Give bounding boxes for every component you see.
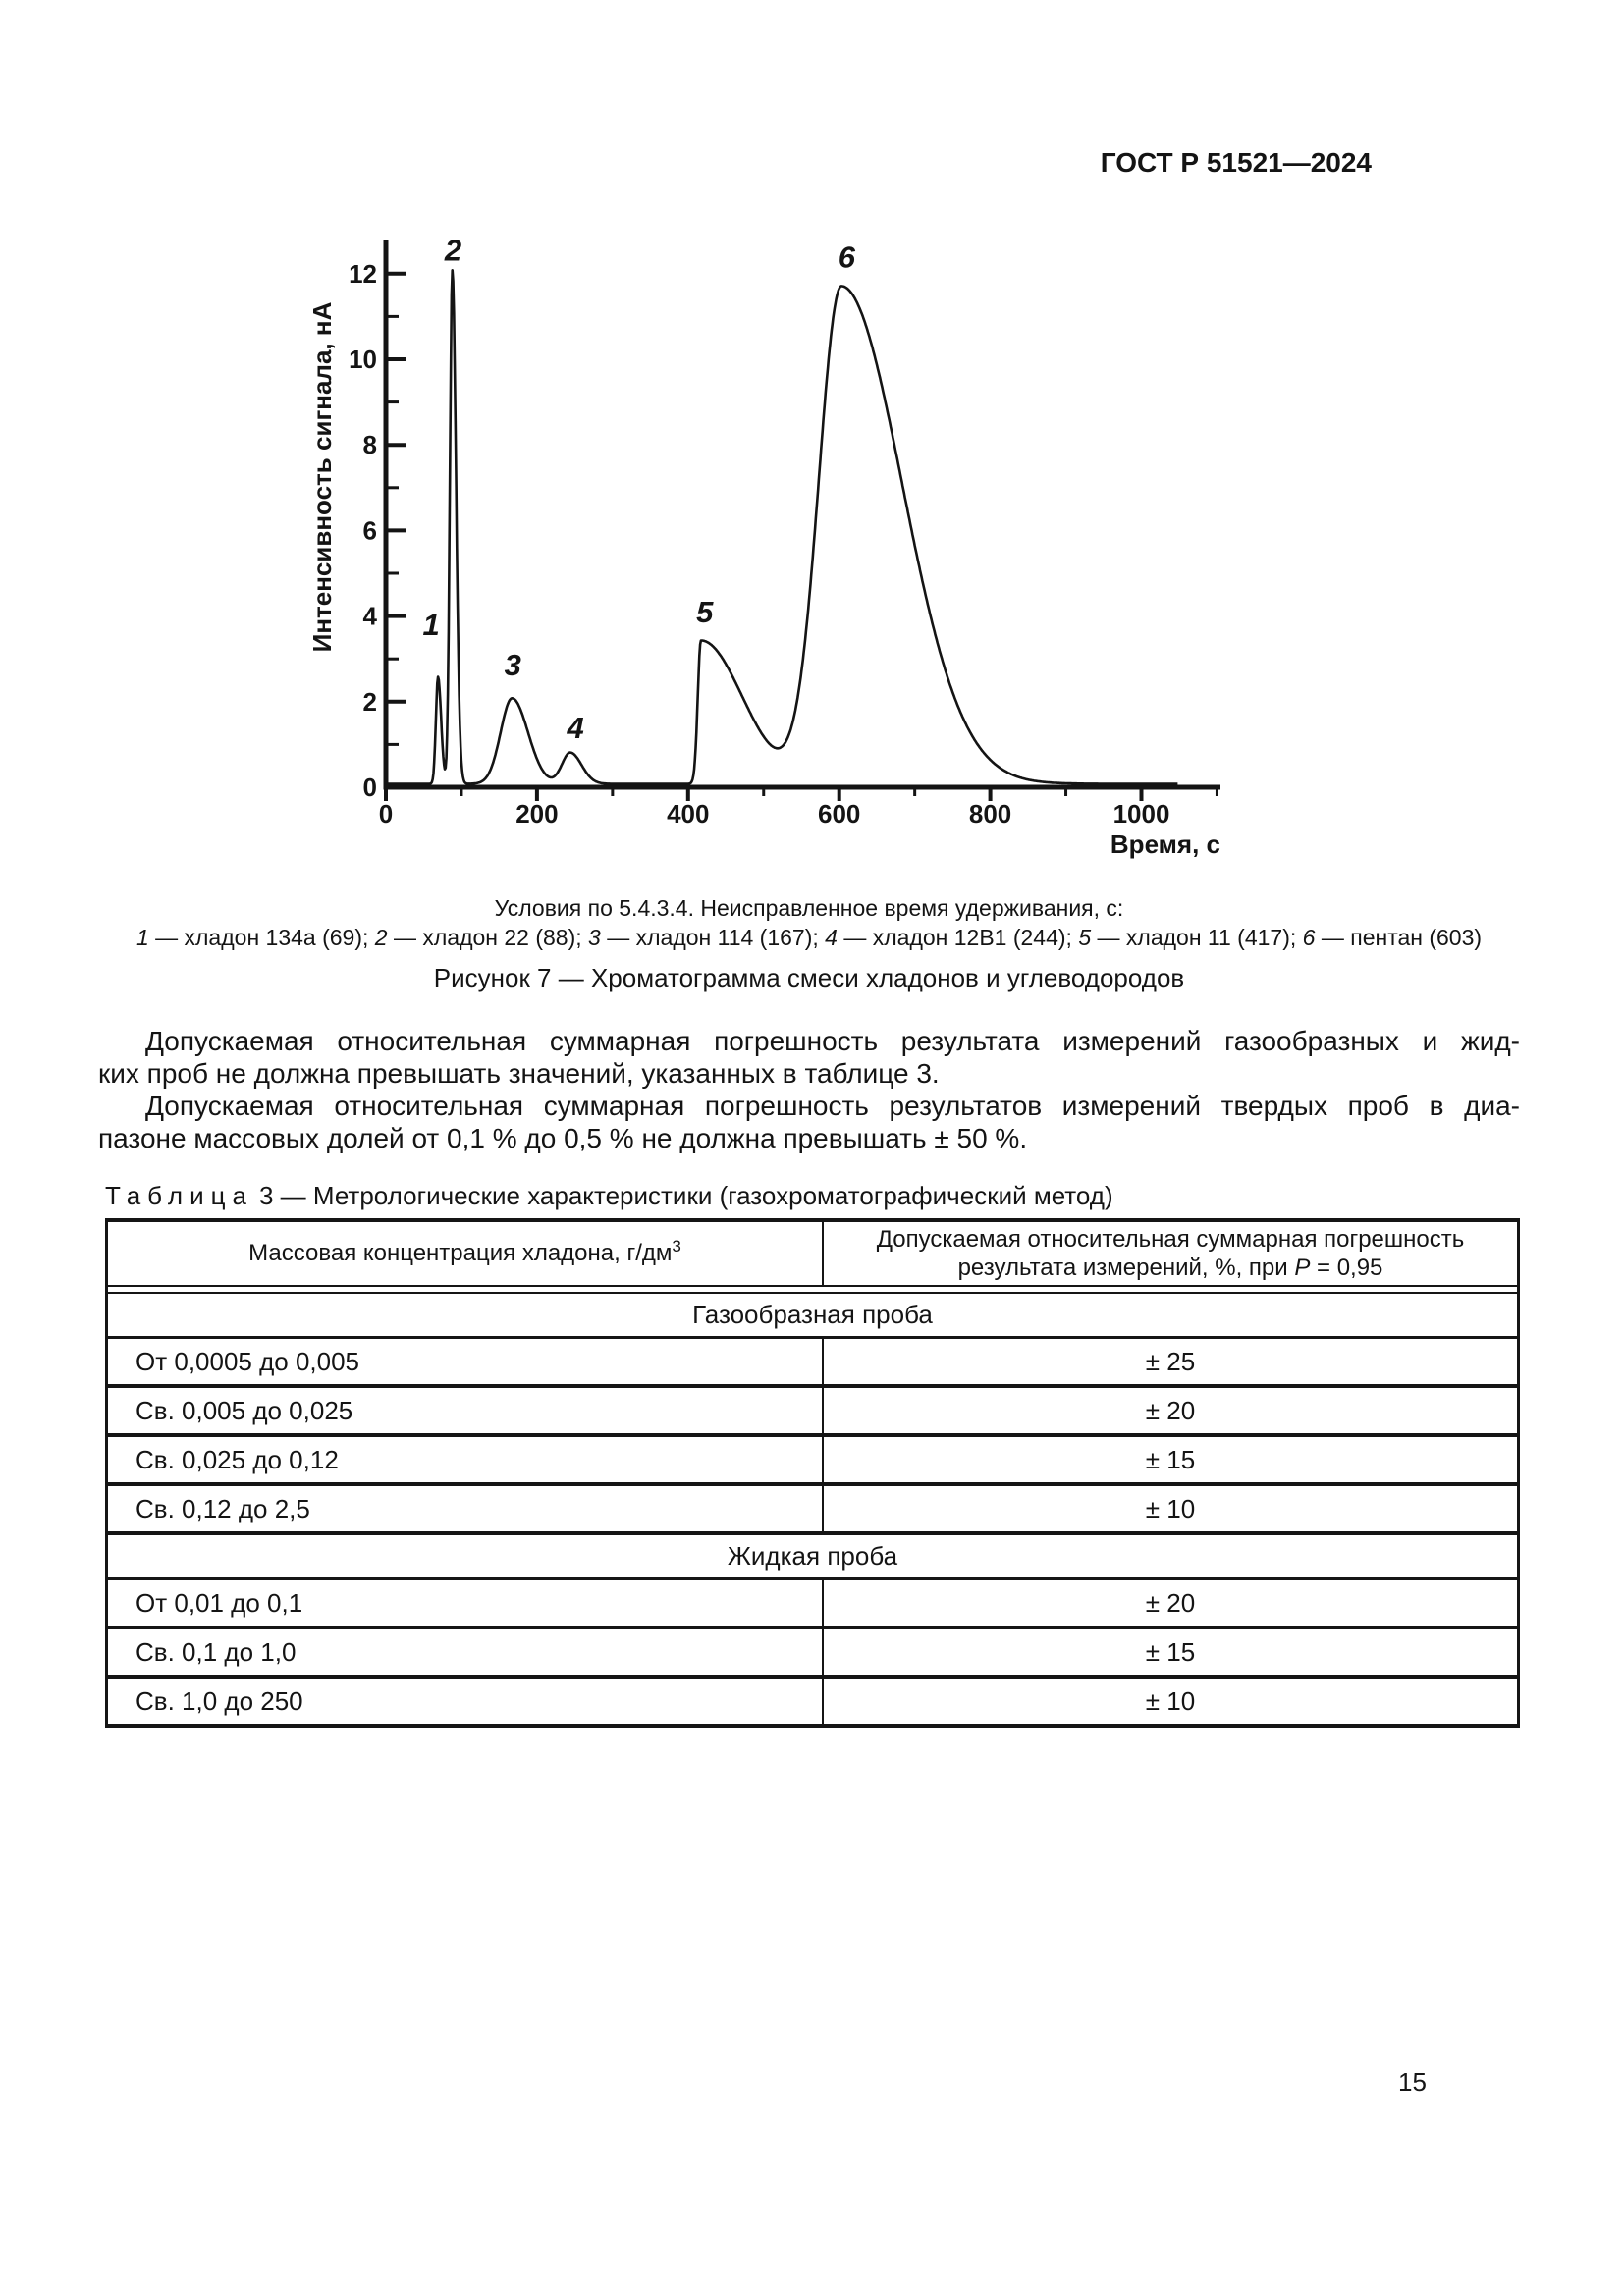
y-tick-label: 0 [362, 773, 377, 802]
table-cell-range: Св. 0,025 до 0,12 [108, 1437, 824, 1482]
x-tick-label: 1000 [1112, 799, 1170, 828]
table-section-row: Жидкая проба [108, 1535, 1517, 1580]
table-title [105, 1181, 1113, 1211]
metrology-table [105, 1218, 1520, 1728]
document-title: ГОСТ Р 51521—2024 [1100, 147, 1372, 178]
table-cell-error: ± 20 [1145, 1395, 1196, 1425]
peak-label: 4 [567, 710, 584, 745]
table-cell-error: ± 15 [1145, 1444, 1196, 1474]
table-cell-error: ± 20 [1145, 1587, 1196, 1618]
table-title-text: — Метрологические характеристики (газохроматографический метод) [280, 1181, 1113, 1210]
table-row [108, 1679, 1517, 1724]
table-row [108, 1486, 1517, 1535]
y-tick-label: 8 [362, 430, 377, 460]
figure-caption: Рисунок 7 — Хроматограмма смеси хладонов и углеводородов [433, 963, 1185, 992]
x-tick-label: 400 [667, 799, 710, 828]
table-cell-error: ± 10 [1145, 1493, 1196, 1523]
header-col1-text: Массовая концентрация хладона, г/дм [248, 1240, 673, 1266]
header-col2-line1: Допускаемая относительная суммарная погрешность [876, 1226, 1465, 1253]
y-tick-label: 2 [362, 686, 377, 717]
table-title-word: Таблица [105, 1181, 253, 1210]
paragraph-gas-liquid [98, 1025, 1520, 1090]
table-section-row: Газообразная проба [108, 1294, 1517, 1339]
y-tick-label: 4 [362, 601, 377, 631]
table-header-row [108, 1222, 1517, 1285]
x-tick-label: 200 [515, 799, 559, 828]
paragraph-line: ких проб не должна превышать значений, указанных в таблице 3. [98, 1058, 940, 1089]
table-cell-error: ± 10 [1145, 1685, 1196, 1716]
table-row [108, 1388, 1517, 1437]
header-double-rule [108, 1285, 1517, 1294]
y-tick-label: 12 [349, 258, 377, 289]
y-axis-title: Интенсивность сигнала, нА [307, 301, 337, 653]
table-row [108, 1339, 1517, 1388]
table-cell-error: ± 25 [1145, 1346, 1196, 1376]
table-cell-range: От 0,0005 до 0,005 [108, 1339, 824, 1384]
y-tick-label: 6 [362, 515, 377, 546]
chromatogram-figure [0, 0, 1624, 933]
x-axis-title: Время, с [1110, 829, 1220, 859]
table-row [108, 1629, 1517, 1679]
peak-label: 1 [422, 608, 440, 643]
chromatogram-curve [386, 270, 1177, 783]
peak-label: 6 [838, 240, 856, 275]
x-tick-label: 800 [968, 799, 1012, 828]
table-cell-range: Св. 0,005 до 0,025 [108, 1388, 824, 1433]
peak-label: 2 [444, 233, 462, 268]
table-cell-range: Св. 0,12 до 2,5 [108, 1486, 824, 1531]
table-title-number: 3 [258, 1181, 274, 1210]
header-col2-line2: результата измерений, %, при P = 0,95 [957, 1255, 1383, 1281]
peak-label: 3 [504, 647, 521, 682]
header-col1-superscript: 3 [672, 1237, 681, 1255]
paragraph-line: пазоне массовых долей от 0,1 % до 0,5 % не должна превышать ± 50 %. [98, 1123, 1028, 1153]
page-number: 15 [1398, 2067, 1427, 2097]
table-header-error [824, 1222, 1517, 1285]
table-cell-range: От 0,01 до 0,1 [108, 1580, 824, 1626]
paragraph-line: Допускаемая относительная суммарная погрешность результатов измерений твердых проб в диа- [145, 1091, 1520, 1121]
paragraph-solid [98, 1090, 1520, 1154]
table-cell-error: ± 15 [1145, 1636, 1196, 1667]
axis-lines [386, 240, 1220, 787]
table-cell-range: Св. 0,1 до 1,0 [108, 1629, 824, 1675]
table-row [108, 1580, 1517, 1629]
figure-conditions: Условия по 5.4.3.4. Неисправленное время удерживания, с: [494, 895, 1124, 921]
table-body [108, 1294, 1517, 1724]
table-cell-range: Св. 1,0 до 250 [108, 1679, 824, 1724]
x-tick-label: 600 [818, 799, 861, 828]
figure-legend: 1 — хладон 134а (69); 2 — хладон 22 (88); 3 — хладон 114 (167); 4 — хладон 12В1 (244); 5 — хладон 11 (417); 6 — пентан (603) [135, 925, 1483, 950]
table-header-concentration [108, 1222, 824, 1285]
peak-label: 5 [696, 595, 714, 630]
paragraph-line: Допускаемая относительная суммарная погрешность результата измерений газообразных и жид- [145, 1026, 1520, 1056]
y-tick-label: 10 [349, 345, 377, 374]
x-tick-label: 0 [378, 799, 394, 828]
table-row [108, 1437, 1517, 1486]
